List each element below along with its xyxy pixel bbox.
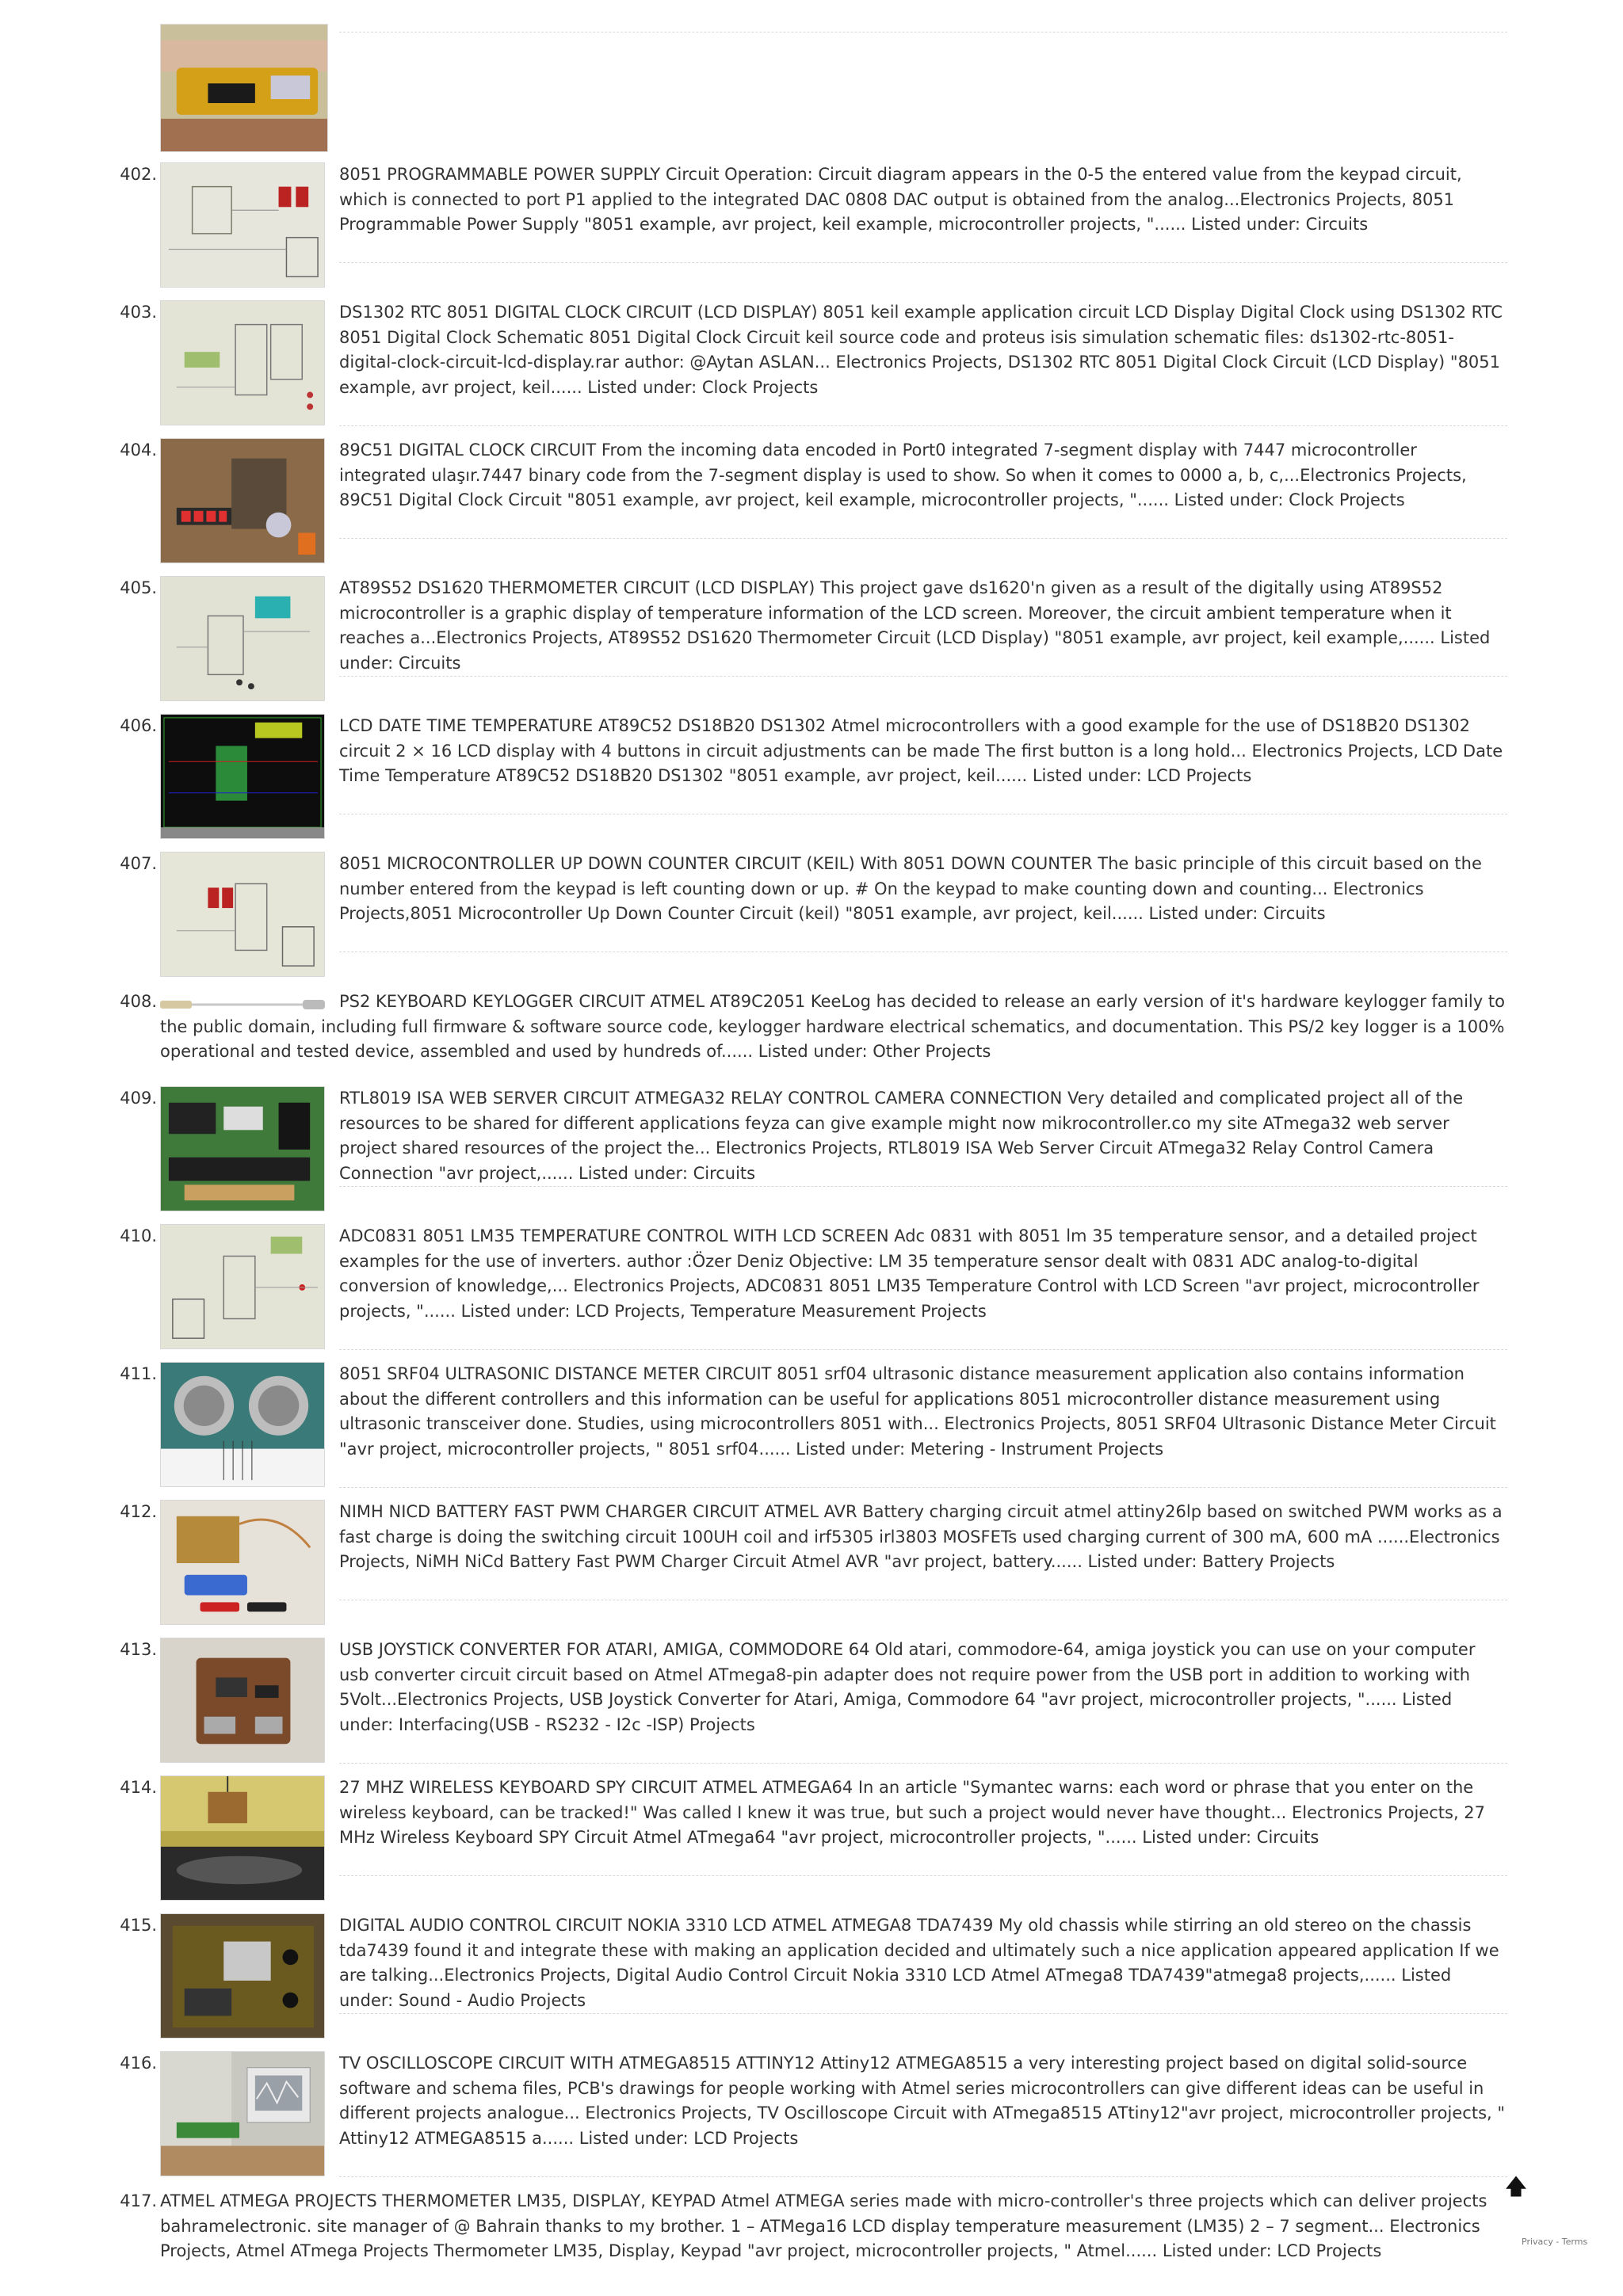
project-thumbnail[interactable]: [160, 2051, 325, 2176]
list-item: [119, 162, 1507, 297]
item-description: TV OSCILLOSCOPE CIRCUIT WITH ATMEGA8515 ATTINY12 Attiny12 ATMEGA8515 a very interesting project based on digital solid-source software and schema files, PCB's drawings for people working with Atmel series microcontrollers can give different ideas can be useful in different projects analogue... Electronics Projects, TV Oscilloscope Circuit with ATmega8515 ATtiny12"avr project, microcontroller projects, " Attiny12 ATMEGA8515 a...... Listed under: LCD Projects: [339, 2054, 1506, 2148]
item-number: 404.: [120, 441, 157, 460]
back-to-top-button[interactable]: [1504, 2175, 1528, 2199]
item-description: ATMEL ATMEGA PROJECTS THERMOMETER LM35, DISPLAY, KEYPAD Atmel ATMEGA series made with micro-controller's three projects which can deliver projects bahramelectronic. site manager of @ Bahrain thanks to my brother. 1 – ATMega16 LCD display temperature measurement (LM35) 2 – 7 segment... Electronics Projects, Atmel ATmega Projects Thermometer LM35, Display, Keypad "avr project, microcontroller projects, " Atmel...... Listed under: LCD Projects: [160, 2191, 1487, 2260]
list-item: [119, 300, 1507, 435]
item-description: 27 MHZ WIRELESS KEYBOARD SPY CIRCUIT ATMEL ATMEGA64 In an article "Symantec warns: each word or phrase that you enter on the wireless keyboard, can be tracked!" Was called I knew it was true, but such a project would never have thought... Electronics Projects, 27 MHz Wireless Keyboard SPY Circuit Atmel ATmega64 "avr project, microcontroller projects, "...... Listed under: Circuits: [339, 1778, 1486, 1847]
project-thumbnail[interactable]: [160, 1500, 325, 1625]
item-number: 414.: [120, 1778, 157, 1797]
list-item: [119, 990, 1507, 1066]
project-thumbnail[interactable]: [160, 1224, 325, 1349]
list-item: [119, 1362, 1507, 1497]
project-thumbnail[interactable]: [160, 438, 325, 563]
list-item: [119, 852, 1507, 986]
item-description: 8051 MICROCONTROLLER UP DOWN COUNTER CIRCUIT (KEIL) With 8051 DOWN COUNTER The basic principle of this circuit based on the number entered from the keypad is left counting down or up. # On the keypad to make counting down and counting... Electronics Projects,8051 Microcontroller Up Down Counter Circuit (keil) "8051 example, avr project, keil...... Listed under: Circuits: [339, 854, 1482, 923]
item-description: 89C51 DIGITAL CLOCK CIRCUIT From the incoming data encoded in Port0 integrated 7-segment display with 7447 microcontroller integrated ulaşır.7447 binary code from the 7-segment display is used to show. So when it comes to 0000 a, b, c,...Electronics Projects, 89C51 Digital Clock Circuit "8051 example, avr project, keil example, microcontroller projects, "...... Listed under: Clock Projects: [339, 441, 1467, 509]
item-number: 411.: [120, 1364, 157, 1383]
item-number: 412.: [120, 1502, 157, 1521]
separator: [339, 1875, 1507, 1876]
project-thumbnail[interactable]: [160, 300, 325, 425]
project-thumbnail[interactable]: [160, 852, 325, 977]
item-number: 413.: [120, 1640, 157, 1659]
separator: [339, 1487, 1507, 1488]
item-description: DIGITAL AUDIO CONTROL CIRCUIT NOKIA 3310 LCD ATMEL ATMEGA8 TDA7439 My old chassis while stirring an old stereo on the chassis tda7439 found it and integrate these with making an application decided and ultimately such a nice application appeared application If we are talking...Electronics Projects, Digital Audio Control Circuit Nokia 3310 LCD Atmel ATmega8 TDA7439"atmega8 projects,...... Listed under: Sound - Audio Projects: [339, 1916, 1499, 2010]
list-item: [119, 2051, 1507, 2186]
separator: [339, 1349, 1507, 1350]
project-thumbnail[interactable]: [160, 1362, 325, 1487]
item-description: LCD DATE TIME TEMPERATURE AT89C52 DS18B20 DS1302 Atmel microcontrollers with a good example for the use of DS18B20 DS1302 circuit 2 × 16 LCD display with 4 buttons in circuit adjustments can be made The first button is a long hold... Electronics Projects, LCD Date Time Temperature AT89C52 DS18B20 DS1302 "8051 example, avr project, keil...... Listed under: LCD Projects: [339, 716, 1503, 785]
separator: [339, 538, 1507, 539]
item-number: 416.: [120, 2054, 157, 2073]
list-item: [119, 714, 1507, 849]
list-item: [119, 1500, 1507, 1634]
item-description: 8051 PROGRAMMABLE POWER SUPPLY Circuit Operation: Circuit diagram appears in the 0-5 the entered value from the keypad circuit, which is connected to port P1 applied to the integrated DAC 0808 DAC output is obtained from the analog...Electronics Projects, 8051 Programmable Power Supply "8051 example, avr project, keil example, microcontroller projects, "...... Listed under: Circuits: [339, 165, 1462, 234]
list-item: [119, 1224, 1507, 1359]
list-item: [119, 438, 1507, 573]
item-description: RTL8019 ISA WEB SERVER CIRCUIT ATMEGA32 RELAY CONTROL CAMERA CONNECTION Very detailed and complicated project all of the resources to be shared for different applications feyza can give example might now mikrocontroller.co my site ATmega32 web server project shared resources of the project the... Electronics Projects, RTL8019 ISA Web Server Circuit ATmega32 Relay Control Camera Connection "avr project,...... Listed under: Circuits: [339, 1089, 1464, 1183]
separator: [339, 1186, 1507, 1187]
item-number: 408.: [120, 992, 157, 1011]
arrow-up-icon: 🡅: [1504, 2173, 1528, 2199]
list-item: [119, 1638, 1507, 1772]
list-item: [119, 576, 1507, 711]
separator: [339, 425, 1507, 426]
list-item: [119, 1086, 1507, 1221]
item-number: 405.: [120, 578, 157, 597]
item-description: PS2 KEYBOARD KEYLOGGER CIRCUIT ATMEL AT89C2051 KeeLog has decided to release an early version of it's hardware keylogger family to the public domain, including full firmware & software source code, keylogger hardware electrical schematics, and documentation. This PS/2 key logger is a 100% operational and tested device, assembled and used by hundreds of...... Listed under: Other Projects: [160, 992, 1505, 1061]
item-number: 402.: [120, 165, 157, 184]
project-thumbnail[interactable]: [160, 714, 325, 839]
item-description: 8051 SRF04 ULTRASONIC DISTANCE METER CIRCUIT 8051 srf04 ultrasonic distance measurement application also contains information about the different controllers and this information can be useful for applications 8051 microcontroller distance measurement using ultrasonic transceiver done. Studies, using microcontrollers 8051 with... Electronics Projects, 8051 SRF04 Ultrasonic Distance Meter Circuit "avr project, microcontroller projects, " 8051 srf04...... Listed under: Metering - Instrument Projects: [339, 1364, 1496, 1459]
project-thumbnail[interactable]: [160, 1775, 325, 1901]
list-item: [119, 1913, 1507, 2048]
recaptcha-links[interactable]: Privacy - Terms: [1522, 2237, 1588, 2247]
item-description: ADC0831 8051 LM35 TEMPERATURE CONTROL WITH LCD SCREEN Adc 0831 with 8051 lm 35 temperature sensor, and a detailed project examples for the use of inverters. author :Özer Deniz Objective: LM 35 temperature sensor dealt with 0831 ADC analog-to-digital conversion of knowledge,... Electronics Projects, ADC0831 8051 LM35 Temperature Control with LCD Screen "avr project, microcontroller projects, "...... Listed under: LCD Projects, Temperature Measurement Projects: [339, 1226, 1480, 1321]
item-description: DS1302 RTC 8051 DIGITAL CLOCK CIRCUIT (LCD DISPLAY) 8051 keil example application circuit LCD Display Digital Clock using DS1302 RTC 8051 Digital Clock Schematic 8051 Digital Clock Circuit keil source code and proteus isis simulation schematic files: ds1302-rtc-8051-digital-clock-circuit-lcd-display.rar author: @Aytan ASLAN... Electronics Projects, DS1302 RTC 8051 Digital Clock Circuit (LCD Display) "8051 example, avr project, keil...... Listed under: Clock Projects: [339, 303, 1503, 397]
project-thumbnail[interactable]: [160, 1086, 325, 1211]
separator: [339, 2176, 1507, 2177]
list-item: [119, 2189, 1507, 2268]
separator: [339, 1763, 1507, 1764]
recaptcha-badge[interactable]: [1522, 2237, 1587, 2248]
item-description: USB JOYSTICK CONVERTER FOR ATARI, AMIGA, COMMODORE 64 Old atari, commodore-64, amiga joystick you can use on your computer usb converter circuit circuit based on Atmel ATmega8-pin adapter does not require power from the USB port in addition to working with 5Volt...Electronics Projects, USB Joystick Converter for Atari, Amiga, Commodore 64 "avr project, microcontroller projects, "...... Listed under: Interfacing(USB - RS232 - I2c -ISP) Projects: [339, 1640, 1476, 1734]
item-number: 409.: [120, 1089, 157, 1108]
list-item: [119, 1775, 1507, 1910]
item-number: 407.: [120, 854, 157, 873]
item-description: NIMH NICD BATTERY FAST PWM CHARGER CIRCUIT ATMEL AVR Battery charging circuit atmel attiny26lp based on switched PWM works as a fast charge is doing the switching circuit 100UH coil and irf5305 irl3803 MOSFETs used charging current of 300 mA, 600 mA ......Electronics Projects, NiMH NiCd Battery Fast PWM Charger Circuit Atmel AVR "avr project, battery...... Listed under: Battery Projects: [339, 1502, 1503, 1571]
item-number: 406.: [120, 716, 157, 735]
item-number: 417.: [120, 2191, 157, 2210]
project-thumbnail[interactable]: [160, 576, 325, 701]
project-thumbnail[interactable]: [160, 24, 328, 152]
item-number: 415.: [120, 1916, 157, 1935]
separator: [339, 262, 1507, 263]
project-thumbnail[interactable]: [160, 1638, 325, 1763]
separator: [339, 2013, 1507, 2014]
project-thumbnail[interactable]: [160, 1913, 325, 2039]
item-description: AT89S52 DS1620 THERMOMETER CIRCUIT (LCD DISPLAY) This project gave ds1620'n given as a result of the digitally using AT89S52 microcontroller is a graphic display of temperature information of the LCD screen. Moreover, the circuit ambient temperature when it reaches a...Electronics Projects, AT89S52 DS1620 Thermometer Circuit (LCD Display) "8051 example, avr project, keil example,...... Listed under: Circuits: [339, 578, 1491, 673]
separator: [339, 676, 1507, 677]
item-number: 403.: [120, 303, 157, 322]
item-number: 410.: [120, 1226, 157, 1245]
project-thumbnail[interactable]: [160, 162, 325, 288]
